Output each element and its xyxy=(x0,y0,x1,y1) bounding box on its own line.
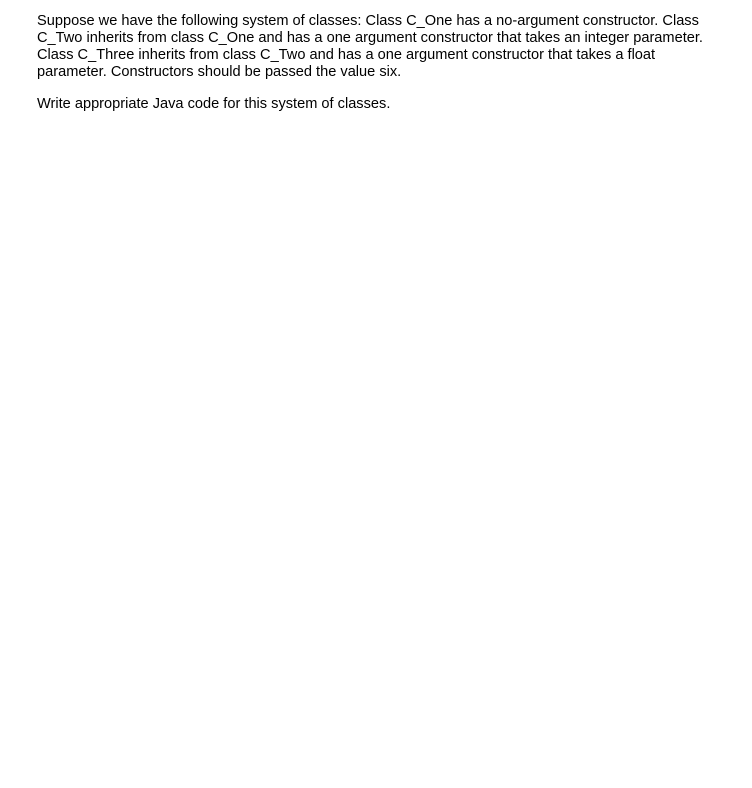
document-body xyxy=(37,13,719,128)
question-paragraph: Suppose we have the following system of classes: Class C_One has a no-argument constructor. Class C_Two inherits from class C_One and has a one argument constructor that takes an integer parameter. Class C_Three inherits from class C_Two and has a one argument constructor that takes a float parameter. Constructors should be passed the value six. xyxy=(37,13,703,80)
instruction-paragraph: Write appropriate Java code for this system of classes. xyxy=(37,96,391,112)
